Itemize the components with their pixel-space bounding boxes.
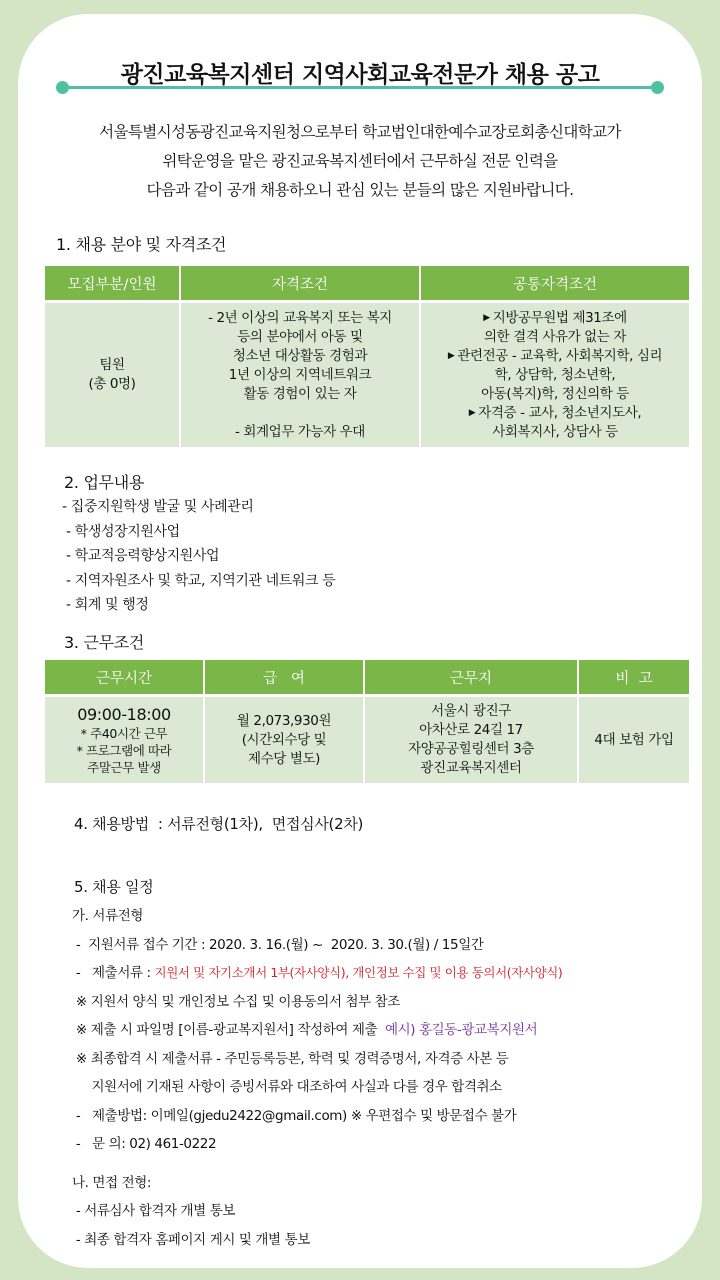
common-line — [421, 366, 689, 385]
common-text: 아동(복지)학, 정신의학 등 — [481, 385, 629, 402]
common-line — [421, 385, 689, 404]
salary-line: 월 2,073,930원 — [236, 712, 332, 729]
documents-label: - 제출서류 : — [72, 965, 155, 981]
conditions-table — [43, 660, 691, 783]
submission-method: - 제출방법: 이메일(gjedu2422@gmail.com) ※ 우편접수 및 방문접수 불가 — [72, 1107, 517, 1124]
interview-item: - 최종 합격자 홈페이지 게시 및 개별 통보 — [72, 1231, 310, 1248]
common-line — [421, 423, 689, 442]
qualification-line: - 회계업무 가능자 우대 — [235, 423, 365, 440]
hours-note: * 프로그램에 따라 — [76, 742, 172, 758]
intro-line: 위탁운영을 맡은 광진교육복지센터에서 근무하실 전문 인력을 — [162, 152, 558, 170]
common-cell — [421, 303, 689, 447]
final-documents-note: 지원서에 기재된 사항이 증빙서류와 대조하여 사실과 다를 경우 합격취소 — [72, 1079, 502, 1095]
title-block — [56, 52, 664, 92]
list-item: - 집중지원학생 발굴 및 사례관리 — [62, 499, 254, 515]
page-title: 광진교육복지센터 지역사회교육전문가 채용 공고 — [120, 62, 600, 88]
final-documents-note: ※ 최종합격 시 제출서류 - 주민등록등본, 학력 및 경력증명서, 자격증 사본 등 — [72, 1050, 509, 1067]
table-header: 근무시간 — [45, 660, 203, 697]
hours-main: 09:00-18:00 — [77, 704, 171, 724]
qualification-line: - 2년 이상의 교육복지 또는 복지 — [208, 309, 392, 326]
filename-label: ※ 제출 시 파일명 [이름-광교복지원서] 작성하여 제출 — [72, 1022, 385, 1038]
note-cell: 4대 보험 가입 — [579, 697, 689, 783]
intro-text — [30, 118, 690, 205]
salary-line: 제수당 별도) — [248, 750, 320, 767]
sub-heading-interview: 나. 면접 전형: — [72, 1174, 152, 1191]
filename-example: 예시) 홍길동-광교복지원서 — [384, 1022, 538, 1038]
triangle-bullet-icon: ▶ — [468, 407, 476, 418]
location-line: 광진교육복지센터 — [420, 760, 522, 776]
qualification-table — [43, 266, 691, 447]
common-text: 자격증 - 교사, 청소년지도사, — [478, 404, 642, 421]
qualification-cell — [181, 303, 419, 447]
duties-list — [62, 495, 335, 618]
spacer — [72, 1159, 562, 1169]
contact-info: - 문 의: 02) 461-0222 — [72, 1136, 217, 1152]
location-line: 아차산로 24길 17 — [419, 722, 523, 738]
table-header: 공통자격조건 — [421, 266, 689, 303]
hours-note: 주말근무 발생 — [87, 759, 161, 775]
common-line — [421, 404, 689, 423]
documents-value: 지원서 및 자기소개서 1부(자사양식), 개인정보 수집 및 이용 동의서(자사양식) — [154, 965, 563, 980]
sub-heading-documents: 가. 서류전형 — [72, 908, 143, 924]
application-period: - 지원서류 접수 기간 : 2020. 3. 16.(월) ~ 2020. 3. 30.(월) / 15일간 — [72, 936, 484, 953]
common-text: 사회복지사, 상담사 등 — [492, 423, 618, 440]
list-item: - 학생성장지원사업 — [62, 523, 180, 540]
hours-cell — [45, 697, 203, 783]
role-cell — [45, 303, 179, 447]
section2-heading: 2. 업무내용 — [64, 473, 145, 492]
role-count: (총 0명) — [88, 376, 136, 392]
common-line — [421, 309, 689, 328]
hours-note: * 주40시간 근무 — [80, 725, 168, 741]
table-header: 비 고 — [579, 660, 689, 697]
triangle-bullet-icon: ▶ — [483, 312, 490, 323]
section1-heading: 1. 채용 분야 및 자격조건 — [56, 235, 227, 254]
qualification-line: 1년 이상의 지역네트워크 — [228, 366, 372, 383]
role-name: 팀원 — [99, 357, 125, 373]
intro-line: 다음과 같이 공개 채용하오니 관심 있는 분들의 많은 지원바랍니다. — [146, 181, 574, 199]
schedule-list — [72, 902, 562, 1254]
common-line — [421, 347, 689, 366]
location-line: 서울시 광진구 — [431, 703, 511, 719]
required-documents — [72, 959, 562, 988]
common-text: 지방공무원법 제31조에 — [492, 309, 627, 326]
triangle-bullet-icon: ▶ — [447, 350, 455, 361]
table-header: 급 여 — [205, 660, 363, 697]
qualification-line — [181, 404, 419, 423]
list-item: - 학교적응력향상지원사업 — [62, 548, 220, 564]
common-text: 학, 상담학, 청소년학, — [494, 366, 616, 383]
list-item: - 지역자원조사 및 학교, 지역기관 네트워크 등 — [62, 572, 336, 589]
location-cell — [365, 697, 577, 783]
intro-line: 서울특별시성동광진교육지원청으로부터 학교법인대한예수교장로회총신대학교가 — [99, 123, 621, 141]
list-item: - 회계 및 행정 — [62, 597, 149, 613]
section3-heading: 3. 근무조건 — [64, 633, 145, 652]
salary-cell — [205, 697, 363, 783]
common-line — [421, 328, 689, 347]
filename-note — [72, 1016, 562, 1045]
qualification-line: 활동 경험이 있는 자 — [243, 385, 357, 402]
attachment-note: ※ 지원서 양식 및 개인정보 수집 및 이용동의서 첨부 참조 — [72, 993, 400, 1010]
qualification-line: 청소년 대상활동 경험과 — [232, 347, 368, 364]
table-header: 자격조건 — [181, 266, 419, 303]
table-header: 모집부분/인원 — [45, 266, 179, 303]
section4-heading: 4. 채용방법 : 서류전형(1차), 면접심사(2차) — [74, 815, 364, 833]
qualification-line: 등의 분야에서 아동 및 — [237, 328, 363, 345]
interview-item: - 서류심사 합격자 개별 통보 — [72, 1203, 235, 1219]
location-line: 자양공공힐링센터 3층 — [408, 741, 534, 757]
salary-line: (시간외수당 및 — [241, 731, 327, 748]
section5-heading: 5. 채용 일정 — [74, 878, 154, 896]
common-text: 관련전공 - 교육학, 사회복지학, 심리 — [457, 347, 663, 364]
table-header: 근무지 — [365, 660, 577, 697]
common-text: 의한 결격 사유가 없는 자 — [484, 328, 626, 345]
